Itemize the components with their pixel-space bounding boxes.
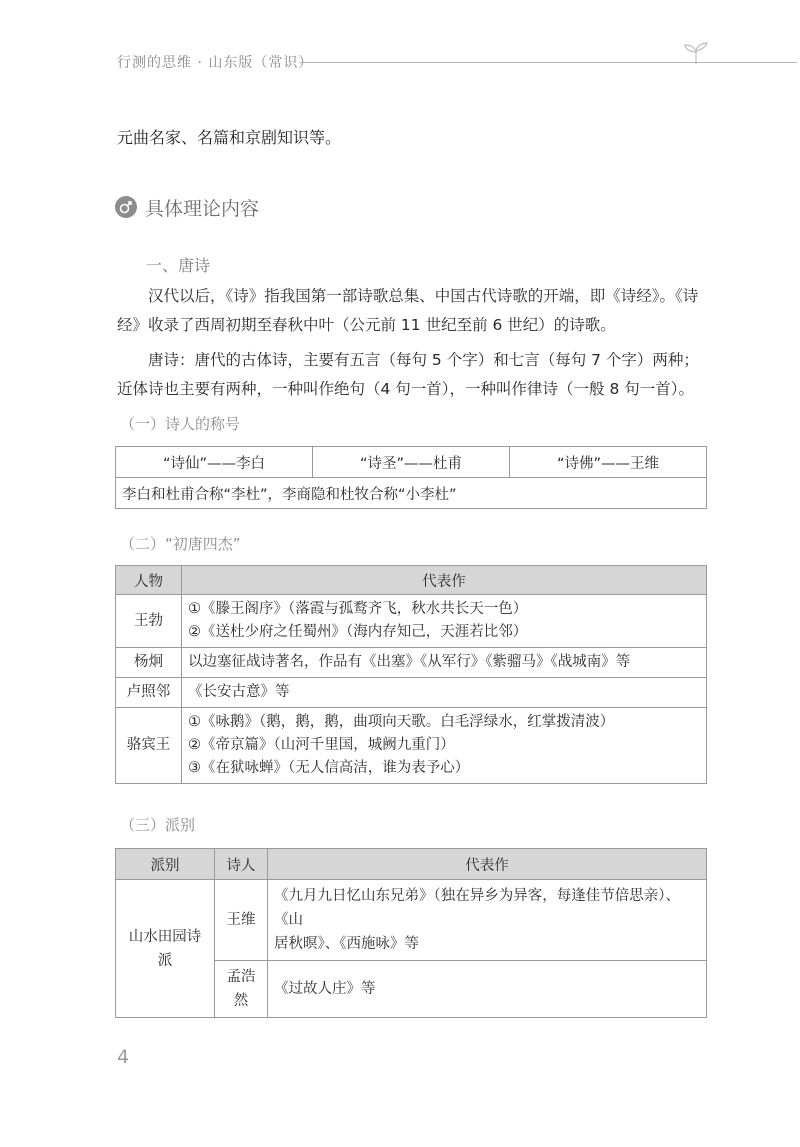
table-row [116, 478, 707, 509]
table-row [116, 648, 707, 678]
schools-table [115, 848, 707, 1018]
school-name: 山水田园诗派 [116, 880, 215, 1018]
paragraph-tangshi [117, 346, 707, 404]
works-cell [182, 678, 707, 708]
table-header-row [116, 849, 707, 880]
sprout-icon [681, 42, 711, 66]
subheading-schools: （三）派别 [120, 816, 196, 834]
tang-heading: 一、唐诗 [146, 256, 211, 275]
table-cell: “诗圣”——杜甫 [312, 447, 509, 478]
works-line: ②《帝京篇》（山河千里国，城阙九重门） [188, 737, 455, 753]
works-line: 以边塞征战诗著名，作品有《出塞》《从军行》《紫骝马》《战城南》等 [188, 654, 631, 670]
table-header-row [116, 566, 707, 595]
section-bullet-icon [115, 196, 137, 218]
table-row [116, 595, 707, 648]
works-line: 《九月九日忆山东兄弟》（独在异乡为异客，每逢佳节倍思亲）、《山 [274, 888, 680, 928]
table-row [116, 708, 707, 784]
works-cell [268, 880, 707, 961]
poet-name: 杨炯 [116, 648, 182, 678]
page-number: 4 [117, 1046, 130, 1068]
works-line: 《长安古意》等 [188, 684, 290, 700]
table-cell: “诗仙”——李白 [116, 447, 313, 478]
column-header: 代表作 [182, 566, 707, 595]
poet-name: 骆宾王 [116, 708, 182, 784]
poet-name: 王勃 [116, 595, 182, 648]
column-header: 派别 [116, 849, 215, 880]
subheading-four-paragons: （二）“初唐四杰” [120, 535, 241, 553]
works-line: 居秋暝》、《西施咏》等 [274, 936, 419, 952]
poet-name: 孟浩然 [215, 961, 268, 1018]
works-cell [182, 648, 707, 678]
works-line: ①《滕王阁序》（落霞与孤鹜齐飞，秋水共长天一色） [188, 601, 528, 617]
works-line: ①《咏鹅》（鹅，鹅，鹅，曲项向天歌。白毛浮绿水，红掌拨清波） [188, 714, 615, 730]
poet-name: 王维 [215, 880, 268, 961]
column-header: 人物 [116, 566, 182, 595]
works-line: ②《送杜少府之任蜀州》（海内存知己，天涯若比邻） [188, 624, 528, 640]
column-header: 诗人 [215, 849, 268, 880]
paragraph-line: 汉代以后，《诗》指我国第一部诗歌总集、中国古代诗歌的开端，即《诗经》。《诗 [148, 287, 699, 305]
table-cell: “诗佛”——王维 [509, 447, 706, 478]
works-line: 《过故人庄》等 [274, 981, 376, 997]
four-paragons-table [115, 565, 707, 784]
works-cell [182, 708, 707, 784]
subheading-titles: （一）诗人的称号 [120, 415, 241, 433]
header-rule [300, 62, 797, 63]
works-cell [182, 595, 707, 648]
works-line: ③《在狱咏蝉》（无人信高洁，谁为表予心） [188, 760, 470, 776]
running-header [117, 50, 717, 74]
header-title: 行测的思维 · 山东版（常识） [117, 55, 314, 71]
column-header: 代表作 [268, 849, 707, 880]
works-cell [268, 961, 707, 1018]
table-row [116, 447, 707, 478]
paragraph-shijing [117, 282, 707, 340]
paragraph-line: 唐诗：唐代的古体诗，主要有五言（每句 5 个字）和七言（每句 7 个字）两种； [148, 351, 699, 369]
table-row [116, 678, 707, 708]
poet-titles-table [115, 446, 707, 509]
poet-name: 卢照邻 [116, 678, 182, 708]
paragraph-line: 近体诗也主要有两种，一种叫作绝句（4 句一首），一种叫作律诗（一般 8 句一首）。 [117, 380, 695, 398]
section-title: 具体理论内容 [145, 198, 260, 220]
table-row [116, 880, 707, 961]
paragraph-line: 经》收录了西周初期至春秋中叶（公元前 11 世纪至前 6 世纪）的诗歌。 [117, 316, 616, 334]
intro-line: 元曲名家、名篇和京剧知识等。 [117, 128, 342, 147]
table-cell: 李白和杜甫合称“李杜”，李商隐和杜牧合称“小李杜” [116, 478, 707, 509]
